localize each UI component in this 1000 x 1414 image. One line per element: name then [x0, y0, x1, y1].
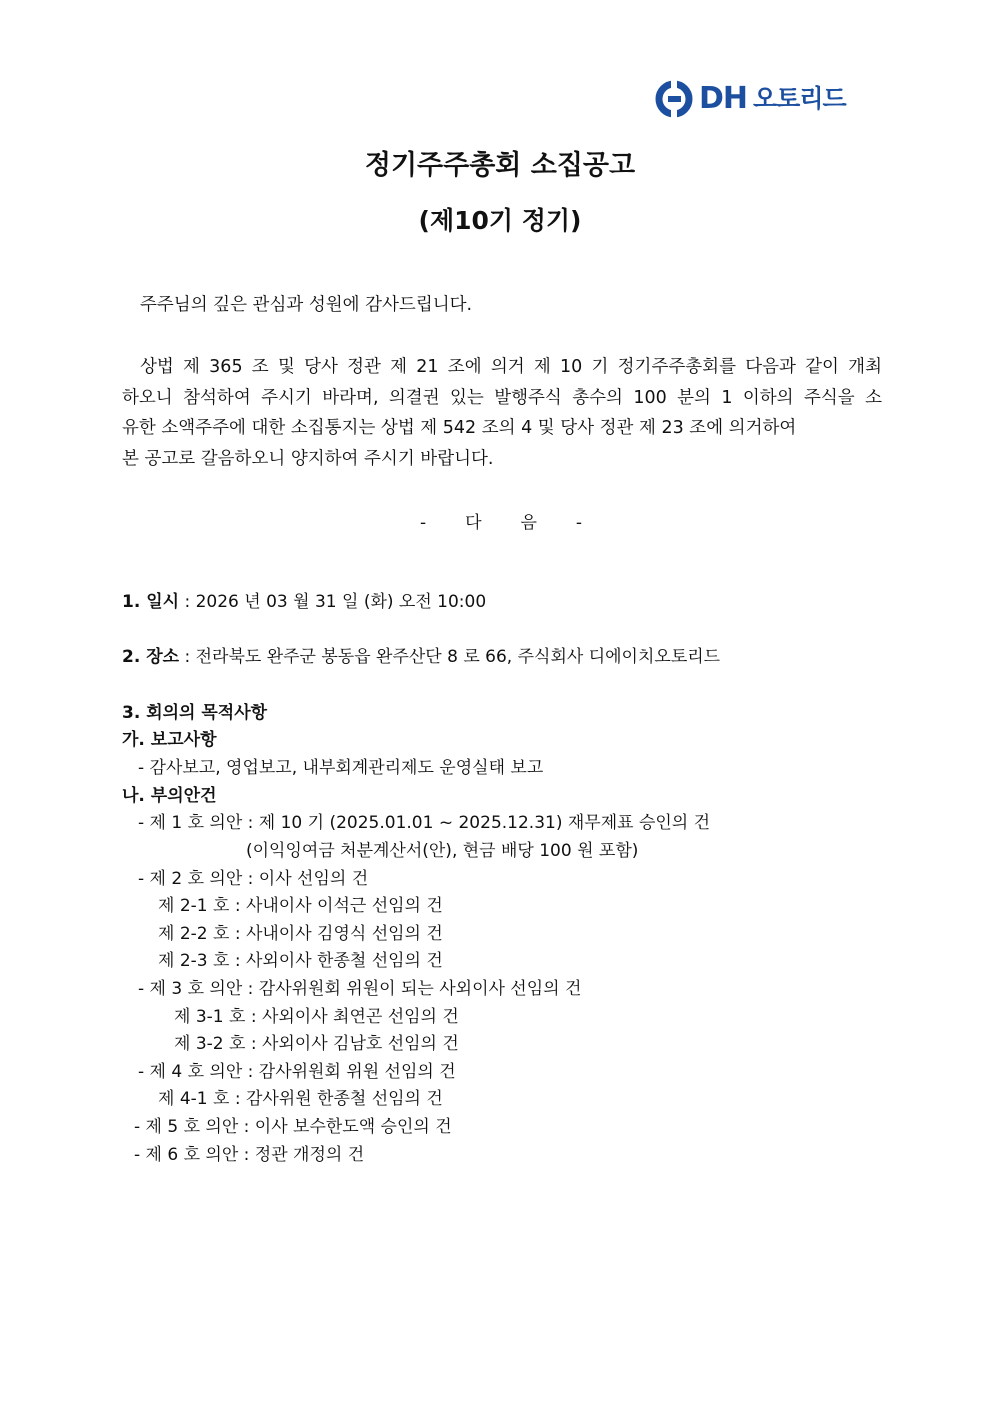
- report-heading: 가. 보고사항: [122, 730, 217, 750]
- dahum-char: 다: [465, 513, 482, 533]
- intro-paragraph: [122, 352, 882, 474]
- resolution-subitem: 제 2-1 호 : 사내이사 이석근 선임의 건: [158, 896, 443, 916]
- intro-line: 유한 소액주주에 대한 소집통지는 상법 제 542 조의 4 및 당사 정관 제 23 조에 의거하여: [122, 418, 797, 438]
- page-title: 정기주주총회 소집공고: [364, 150, 636, 181]
- datetime-value: 2026 년 03 월 31 일 (화) 오전 10:00: [195, 592, 487, 612]
- meeting-datetime: [122, 589, 486, 615]
- datetime-label: 1. 일시: [122, 592, 180, 612]
- resolution-subitem: 제 2-2 호 : 사내이사 김영식 선임의 건: [158, 924, 443, 944]
- place-value: 전라북도 완주군 봉동읍 완주산단 8 로 66, 주식회사 디에이치오토리드: [195, 647, 721, 667]
- logo-brand-text: DH: [699, 81, 748, 116]
- resolution-subitem: 제 4-1 호 : 감사위원 한종철 선임의 건: [158, 1089, 443, 1109]
- company-logo: [655, 80, 870, 118]
- resolution-item: - 제 3 호 의안 : 감사위원회 위원이 되는 사외이사 선임의 건: [138, 979, 582, 999]
- greeting-text: 주주님의 깊은 관심과 성원에 감사드립니다.: [140, 295, 473, 315]
- dh-circle-logo-icon: [655, 80, 695, 118]
- resolution-heading: 나. 부의안건: [122, 786, 217, 806]
- dahum-char: 음: [520, 513, 537, 533]
- resolution-item: - 제 4 호 의안 : 감사위원회 위원 선임의 건: [138, 1062, 456, 1082]
- dahum-separator: [420, 510, 582, 536]
- place-sep: :: [179, 647, 196, 667]
- intro-line: 상법 제 365 조 및 당사 정관 제 21 조에 의거 제 10 기 정기주주총회를 다음과 같이 개최: [140, 357, 882, 377]
- report-item: - 감사보고, 영업보고, 내부회계관리제도 운영실태 보고: [138, 758, 544, 778]
- resolution-subitem: 제 3-2 호 : 사외이사 김남호 선임의 건: [174, 1034, 459, 1054]
- page-subtitle: (제10기 정기): [418, 206, 582, 235]
- logo-name-text: 오토리드: [753, 84, 846, 113]
- agenda-heading: 3. 회의의 목적사항: [122, 703, 268, 723]
- resolution-item: - 제 1 호 의안 : 제 10 기 (2025.01.01 ~ 2025.12.31) 재무제표 승인의 건: [138, 813, 711, 833]
- intro-line: 하오니 참석하여 주시기 바라며, 의결권 있는 발행주식 총수의 100 분의 1 이하의 주식을 소: [122, 387, 882, 408]
- resolution-subnote: (이익잉여금 처분계산서(안), 현금 배당 100 원 포함): [246, 841, 639, 861]
- resolution-item: - 제 6 호 의안 : 정관 개정의 건: [134, 1145, 365, 1165]
- dash-mark: -: [420, 513, 427, 533]
- resolution-item: - 제 5 호 의안 : 이사 보수한도액 승인의 건: [134, 1117, 452, 1137]
- intro-line: 본 공고로 갈음하오니 양지하여 주시기 바랍니다.: [122, 448, 494, 469]
- resolution-subitem: 제 2-3 호 : 사외이사 한종철 선임의 건: [158, 951, 443, 971]
- resolution-item: - 제 2 호 의안 : 이사 선임의 건: [138, 869, 369, 889]
- datetime-sep: :: [179, 592, 196, 612]
- dash-mark: -: [575, 513, 582, 533]
- place-label: 2. 장소: [122, 647, 180, 667]
- resolution-subitem: 제 3-1 호 : 사외이사 최연곤 선임의 건: [174, 1007, 459, 1027]
- meeting-place: [122, 644, 720, 670]
